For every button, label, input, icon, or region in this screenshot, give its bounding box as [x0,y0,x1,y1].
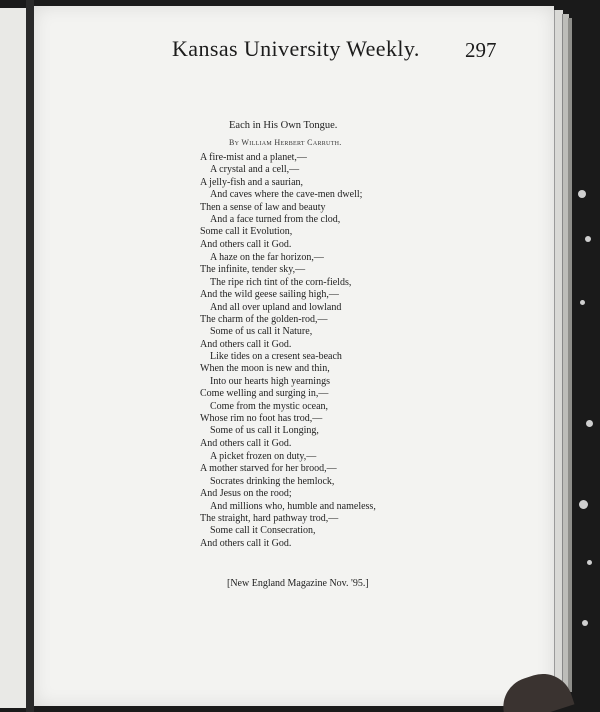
speck [585,236,591,242]
speck [578,190,586,198]
poem-line: And a face turned from the clod, [210,214,341,225]
poem-line: Some of us call it Nature, [210,326,313,338]
poem-line: And others call it God. [200,437,292,449]
page-number: 297 [465,38,497,62]
poem-line: A fire-mist and a planet,— [200,152,307,163]
poem-line: The ripe rich tint of the corn-fields, [210,276,352,288]
poem-byline: By William Herbert Carruth. [229,138,342,147]
poem-line: And others call it God. [200,238,292,250]
poem-line: The infinite, tender sky,— [200,264,306,276]
speck [579,500,588,509]
speck [580,300,585,305]
poem-line: A crystal and a cell,— [210,164,300,176]
poem-title: Each in His Own Tongue. [229,120,338,131]
page-edge [568,18,572,692]
poem-line: A picket frozen on duty,— [210,451,317,462]
poem-line: And others call it God. [200,537,292,549]
poem-line: The charm of the golden-rod,— [200,314,328,325]
running-header-title: Kansas University Weekly. [172,36,420,61]
poem-line: Some call it Evolution, [200,226,293,238]
poem-line: Like tides on a cresent sea-beach [210,351,342,362]
poem-line: A mother starved for her brood,— [200,463,337,475]
poem-line: Come welling and surging in,— [200,388,329,400]
poem-line: Then a sense of law and beauty [200,201,326,213]
speck [582,620,588,626]
poem-line: Come from the mystic ocean, [210,400,329,412]
poem-line: Whose rim no foot has trod,— [200,413,323,424]
poem-line: A haze on the far horizon,— [210,252,324,263]
poem-line: And all over upland and lowland [210,301,342,313]
poem-line: And Jesus on the rood; [200,488,292,500]
poem-line: The straight, hard pathway trod,— [200,513,339,524]
poem-line: And the wild geese sailing high,— [200,289,339,301]
poem-line: And caves where the cave-men dwell; [210,189,363,201]
poem-source-citation: [New England Magazine Nov. '95.] [227,578,369,589]
poem-line: When the moon is new and thin, [200,363,330,375]
left-page-edge [0,8,28,708]
poem-line: And others call it God. [200,338,292,350]
poem-line: Into our hearts high yearnings [210,375,330,387]
poem-line: A jelly-fish and a saurian, [200,176,304,188]
poem-line: And millions who, humble and nameless, [210,500,376,512]
speck [587,560,592,565]
book-gutter [26,0,34,712]
poem-line: Some call it Consecration, [210,525,316,537]
poem-line: Socrates drinking the hemlock, [210,475,335,487]
speck [586,420,593,427]
poem-line: Some of us call it Longing, [210,425,319,437]
